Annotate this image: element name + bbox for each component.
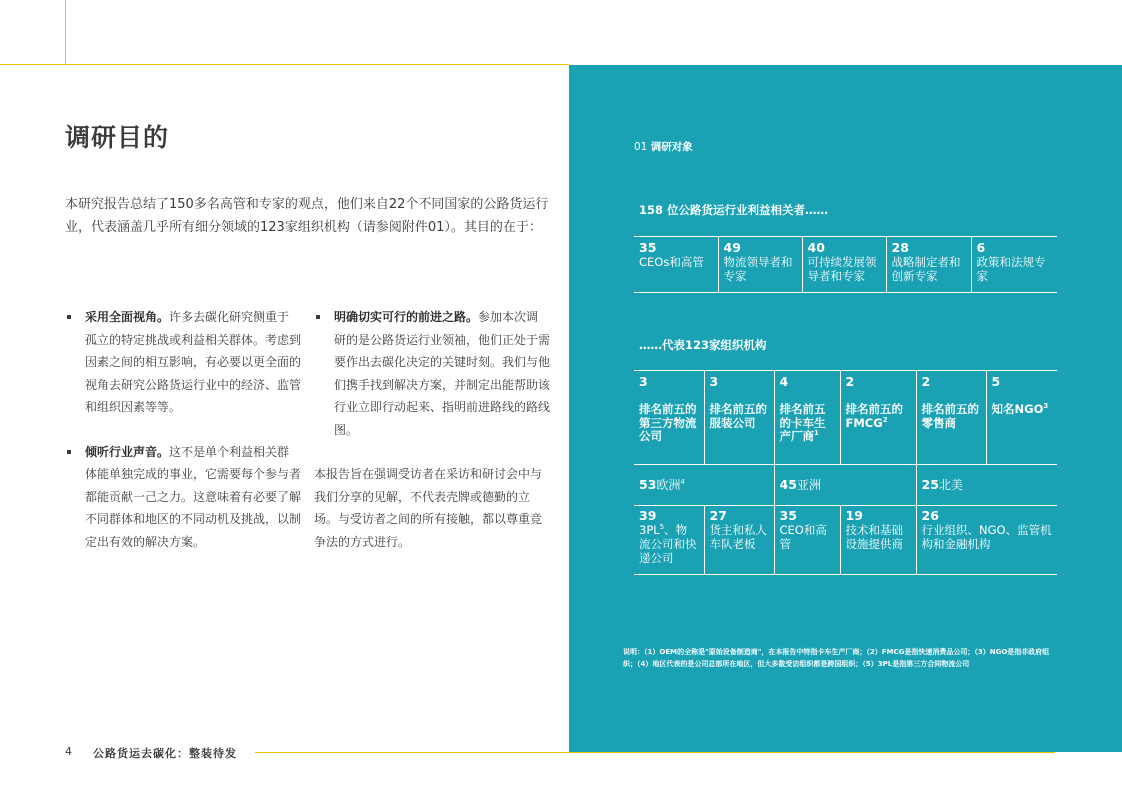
panel-label-number: 01 [634, 141, 648, 153]
stakeholder-cell [718, 237, 802, 293]
panel-label [634, 139, 693, 154]
top-org-label-text: 知名NGO [991, 402, 1044, 416]
top-org-cell [986, 371, 1057, 465]
bullet-heading: 采用全面视角。 [85, 310, 170, 324]
stakeholder-label: 战略制定者和创新专家 [891, 255, 961, 283]
panel-label-text: 调研对象 [650, 141, 693, 153]
org-types-table [634, 505, 1057, 575]
decorative-vertical-line [65, 0, 66, 64]
top-org-cell [704, 371, 774, 465]
region-label: 欧洲 [656, 478, 681, 492]
org-type-label: 技术和基础设施提供商 [845, 523, 903, 551]
stakeholder-label: 政策和法规专家 [976, 255, 1046, 283]
right-column [314, 306, 550, 553]
page-number: 4 [65, 745, 72, 758]
stakeholder-label: 可持续发展领导者和专家 [807, 255, 877, 283]
footnote-marker: 2 [882, 415, 888, 424]
org-type-cell [840, 505, 916, 574]
stakeholder-cell [802, 237, 886, 293]
top-org-label [780, 403, 835, 444]
stakeholder-count: 49 [723, 240, 741, 255]
top-org-cell [774, 371, 840, 465]
region-cell [634, 465, 774, 506]
stakeholder-cell [634, 237, 718, 293]
left-column [65, 306, 301, 575]
stakeholder-label: CEOs和高管 [639, 255, 704, 269]
org-type-count: 27 [709, 508, 727, 523]
intro-paragraph: 本研究报告总结了150多名高管和专家的观点，他们来自22个不同国家的公路货运行业，代表涵盖几乎所有细分领域的123家组织机构（请参阅附件01）。其目的在于： [65, 197, 549, 235]
org-type-label: 货主和私人车队老板 [709, 523, 767, 551]
region-cell [774, 465, 916, 506]
top-org-label [922, 403, 981, 430]
top-org-label-text: 排名前五的服装公司 [709, 402, 767, 430]
bullet-text: 参加本次调研的是公路货运行业领袖，他们正处于需要作出去碳化决定的关键时刻。我们与他们携手找到解决方案，并制定出能帮助该行业立即行动起来、指明前进路线的路线图。 [334, 310, 551, 437]
region-count: 25 [921, 477, 939, 492]
org-types-row [634, 505, 1057, 574]
top-org-cell [840, 371, 916, 465]
org-type-label: 3PL [639, 523, 660, 537]
top-org-label-text: 排名前五的FMCG [845, 402, 903, 430]
org-type-count: 19 [845, 508, 863, 523]
stakeholder-count: 40 [807, 240, 825, 255]
org-type-count: 26 [921, 508, 939, 523]
footnote-marker: 1 [814, 429, 819, 438]
stakeholders-heading: 158 位公路货运行业利益相关者…… [639, 203, 829, 217]
top-org-label-text: 排名前五的零售商 [921, 402, 979, 430]
org-type-count: 39 [639, 508, 657, 523]
bullet-text: 许多去碳化研究侧重于孤立的特定挑战或利益相关群体。考虑到因素之间的相互影响，有必要以更全面的视角去研究公路货运行业中的经济、监管和组织因素等等。 [85, 310, 302, 414]
region-label: 亚洲 [796, 478, 821, 492]
top-org-label [639, 403, 699, 444]
top-org-label [992, 403, 1053, 417]
region-cell [916, 465, 1057, 506]
org-type-cell [916, 505, 1057, 574]
org-type-cell [774, 505, 840, 574]
top-org-count: 2 [921, 374, 931, 389]
top-org-label-text: 排名前五的卡车生产厂商 [779, 402, 826, 443]
stakeholder-cell [886, 237, 971, 293]
bullet-listen-industry [65, 441, 301, 554]
org-type-cell [634, 505, 704, 574]
bullet-holistic-view [65, 306, 301, 419]
top-org-count: 3 [709, 374, 719, 389]
org-type-count: 35 [779, 508, 797, 523]
region-label: 北美 [938, 478, 963, 492]
page-title: 调研目的 [65, 123, 170, 152]
top-org-count: 2 [845, 374, 855, 389]
stakeholder-cell [971, 237, 1057, 293]
bullet-text: 这不是单个利益相关群体能单独完成的事业，它需要每个参与者都能贡献一己之力。这意味着有必要了解不同群体和地区的不同动机及挑战，以制定出有效的解决方案。 [85, 444, 302, 549]
stakeholders-table [634, 236, 1057, 293]
region-count: 53 [639, 477, 657, 492]
region-count: 45 [779, 477, 797, 492]
bullet-heading: 明确切实可行的前进之路。 [334, 310, 479, 324]
footnote-marker: 5 [659, 523, 665, 532]
top-org-label-text: 排名前五的第三方物流公司 [639, 402, 697, 443]
footnotes: 说明：（1）OEM的全称是"原始设备制造商"，在本报告中特指卡车生产厂商；（2）FMCG是指快速消费品公司；（3）NGO是指非政府组织；（4）地区代表的是公司总部所在地区，但大多数受访组织都是跨国组织；（5）3PL是指第三方合同物流公司 [623, 648, 1050, 668]
organizations-table [634, 370, 1057, 506]
bullet-square-icon [67, 315, 71, 319]
org-type-label-rest: 、物流公司和快递公司 [639, 523, 697, 565]
top-org-count: 3 [639, 374, 648, 389]
survey-subjects-panel [569, 65, 1122, 752]
footer-rule [255, 752, 1055, 753]
org-type-label: CEO和高管 [779, 523, 827, 551]
closing-paragraph: 本报告旨在强调受访者在采访和研讨会中与我们分享的见解，不代表壳牌或德勤的立场。与受访者之间的所有接触，都以尊重竞争法的方式进行。 [314, 467, 543, 549]
org-type-label: 行业组织、NGO、监管机构和金融机构 [921, 523, 1052, 551]
stakeholder-count: 28 [891, 240, 909, 255]
bullet-clear-path [314, 306, 550, 441]
top-five-row [634, 371, 1057, 465]
footer-doc-title: 公路货运去碳化：整装待发 [93, 747, 237, 760]
decorative-horizontal-line [0, 64, 569, 65]
top-org-count: 5 [991, 374, 1001, 389]
regions-row [634, 465, 1057, 506]
stakeholder-label: 物流领导者和专家 [723, 255, 793, 283]
stakeholder-count: 35 [639, 240, 657, 255]
top-org-label [710, 403, 769, 430]
bullet-heading: 倾听行业声音。 [85, 444, 170, 459]
footnote-marker: 3 [1043, 402, 1049, 411]
footnote-marker: 4 [680, 478, 685, 486]
top-org-count: 4 [779, 374, 789, 389]
top-org-cell [916, 371, 986, 465]
bullet-square-icon [316, 315, 320, 319]
organizations-heading: ……代表123家组织机构 [639, 338, 767, 352]
top-org-label [846, 403, 911, 430]
stakeholder-count: 6 [976, 240, 986, 255]
top-org-cell [634, 371, 704, 465]
bullet-square-icon [67, 450, 71, 454]
org-type-cell [704, 505, 774, 574]
